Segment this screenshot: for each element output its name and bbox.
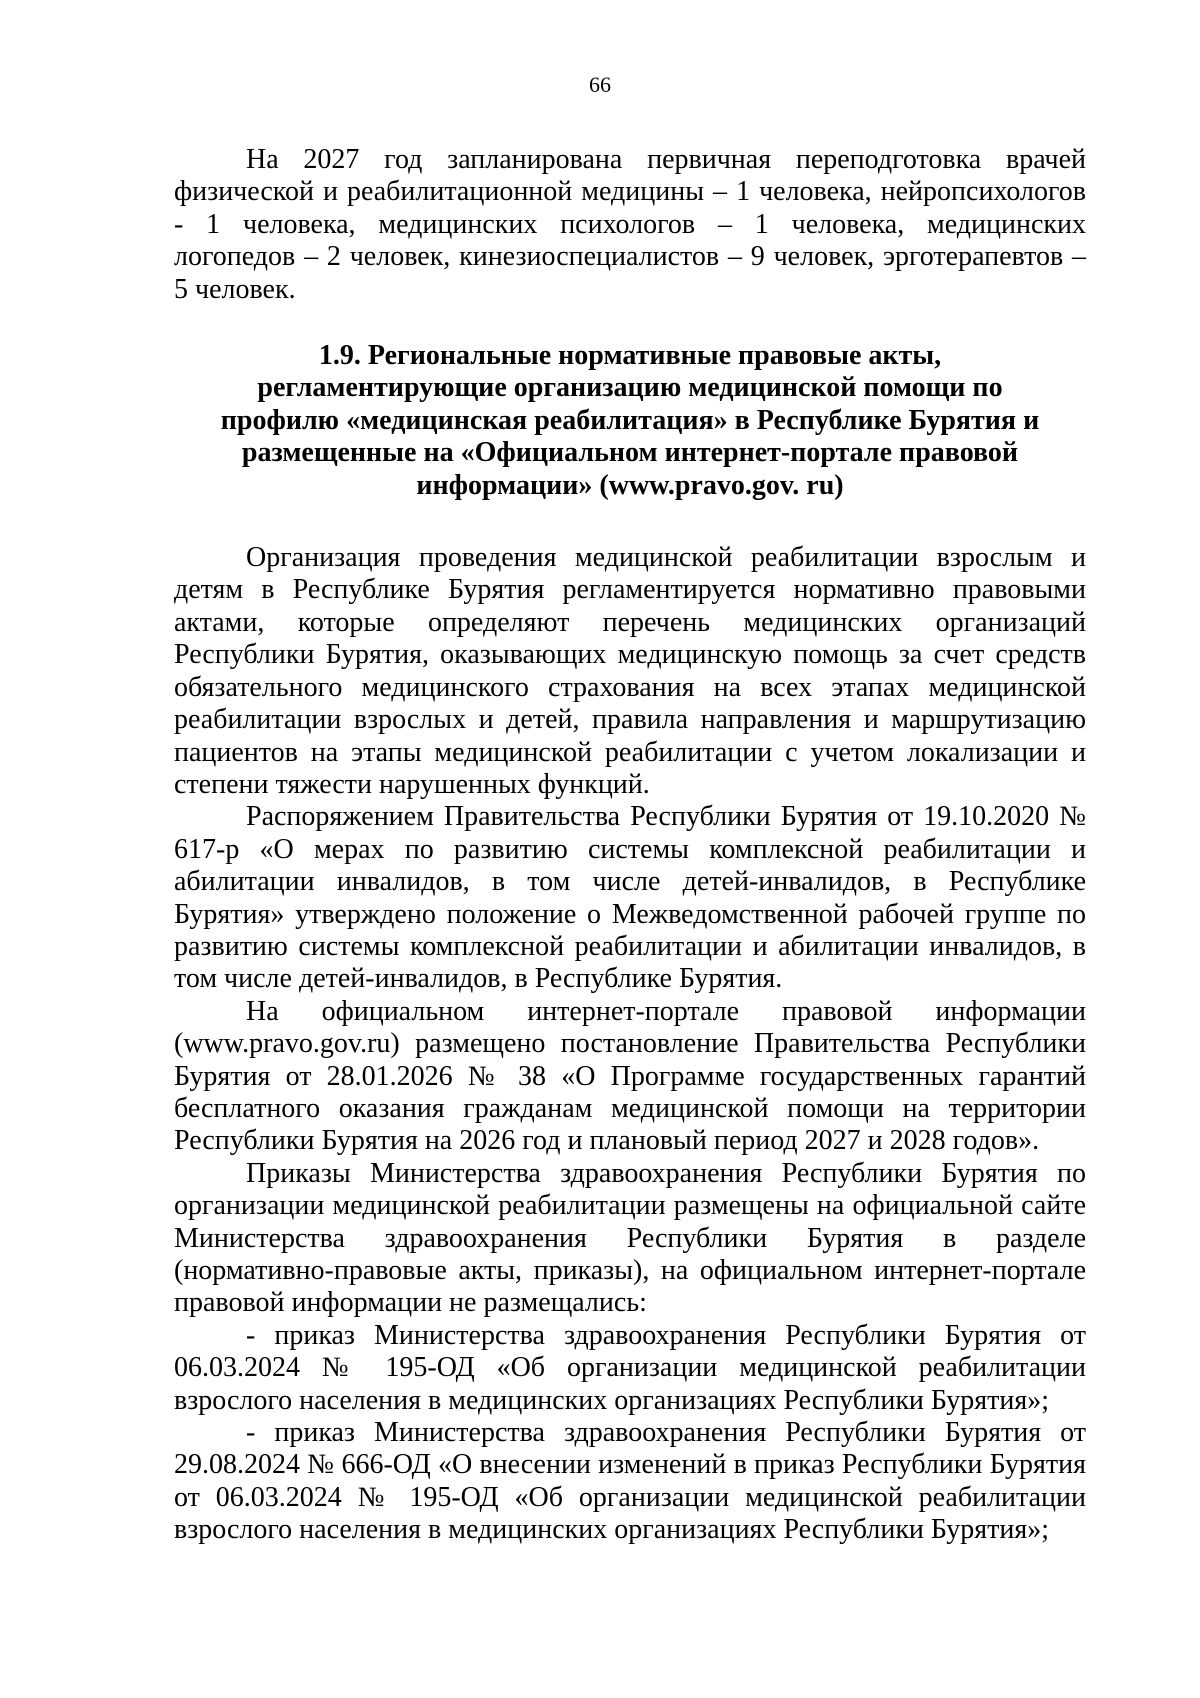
section-heading-line: 1.9. Региональные нормативные правовые акты,: [318, 340, 942, 372]
section-heading-line: размещенные на «Официальном интернет-портале правовой: [241, 437, 1019, 469]
intro-paragraph: На 2027 год запланирована первичная переподготовка врачей физической и реабилитационной медицины – 1 человека, нейропсихологов - 1 человека, медицинских психологов – 1 человека, медицинских логопедов – 2 человек, кинезиоспециалистов – 9 человек, эрготерапевтов – 5 человек.: [174, 144, 1086, 305]
list-item-order-195: - приказ Министерства здравоохранения Республики Бурятия от 06.03.2024 № 195-ОД «Об организации медицинской реабилитации взрослого населения в медицинских организациях Республики Бурятия»;: [174, 1319, 1086, 1416]
section-heading: [174, 340, 1086, 502]
paragraph-ministry-orders: Приказы Министерства здравоохранения Республики Бурятия по организации медицинской реабилитации размещены на официальной сайте Министерства здравоохранения Республики Бурятия в разделе (нормативно-правовые акты, приказы), на официальном интернет-портале правовой информации не размещались:: [174, 1157, 1086, 1319]
paragraph-order-617: Распоряжением Правительства Республики Бурятия от 19.10.2020 № 617-р «О мерах по развитию системы комплексной реабилитации и абилитации инвалидов, в том числе детей-инвалидов, в Республике Бурятия» утверждено положение о Межведомственной рабочей группе по развитию системы комплексной реабилитации и абилитации инвалидов, в том числе детей-инвалидов, в Республике Бурятия.: [174, 801, 1086, 995]
paragraph-organization: Организация проведения медицинской реабилитации взрослым и детям в Республике Бурятия регламентируется нормативно правовыми актами, которые определяют перечень медицинских организаций Республики Бурятия, оказывающих медицинскую помощь за счет средств обязательного медицинского страхования на всех этапах медицинской реабилитации взрослых и детей, правила направления и маршрутизацию пациентов на этапы медицинской реабилитации с учетом локализации и степени тяжести нарушенных функций.: [174, 542, 1086, 800]
document-body: [174, 144, 1086, 1547]
paragraph-portal-resolution: На официальном интернет-портале правовой информации (www.pravo.gov.ru) размещено постановление Правительства Республики Бурятия от 28.01.2026 № 38 «О Программе государственных гарантий бесплатного оказания гражданам медицинской помощи на территории Республики Бурятия на 2026 год и плановый период 2027 и 2028 годов».: [174, 995, 1086, 1157]
section-heading-line: профилю «медицинская реабилитация» в Республике Бурятия и: [220, 404, 1040, 436]
section-heading-line: информации» (www.pravo.gov. ru): [416, 469, 844, 501]
section-heading-line: регламентирующие организацию медицинской помощи по: [257, 372, 1003, 404]
page-number: 66: [589, 72, 611, 97]
list-item-order-666: - приказ Министерства здравоохранения Республики Бурятия от 29.08.2024 № 666-ОД «О внесении изменений в приказ Республики Бурятия от 06.03.2024 № 195-ОД «Об организации медицинской реабилитации взрослого населения в медицинских организациях Республики Бурятия»;: [174, 1417, 1086, 1546]
